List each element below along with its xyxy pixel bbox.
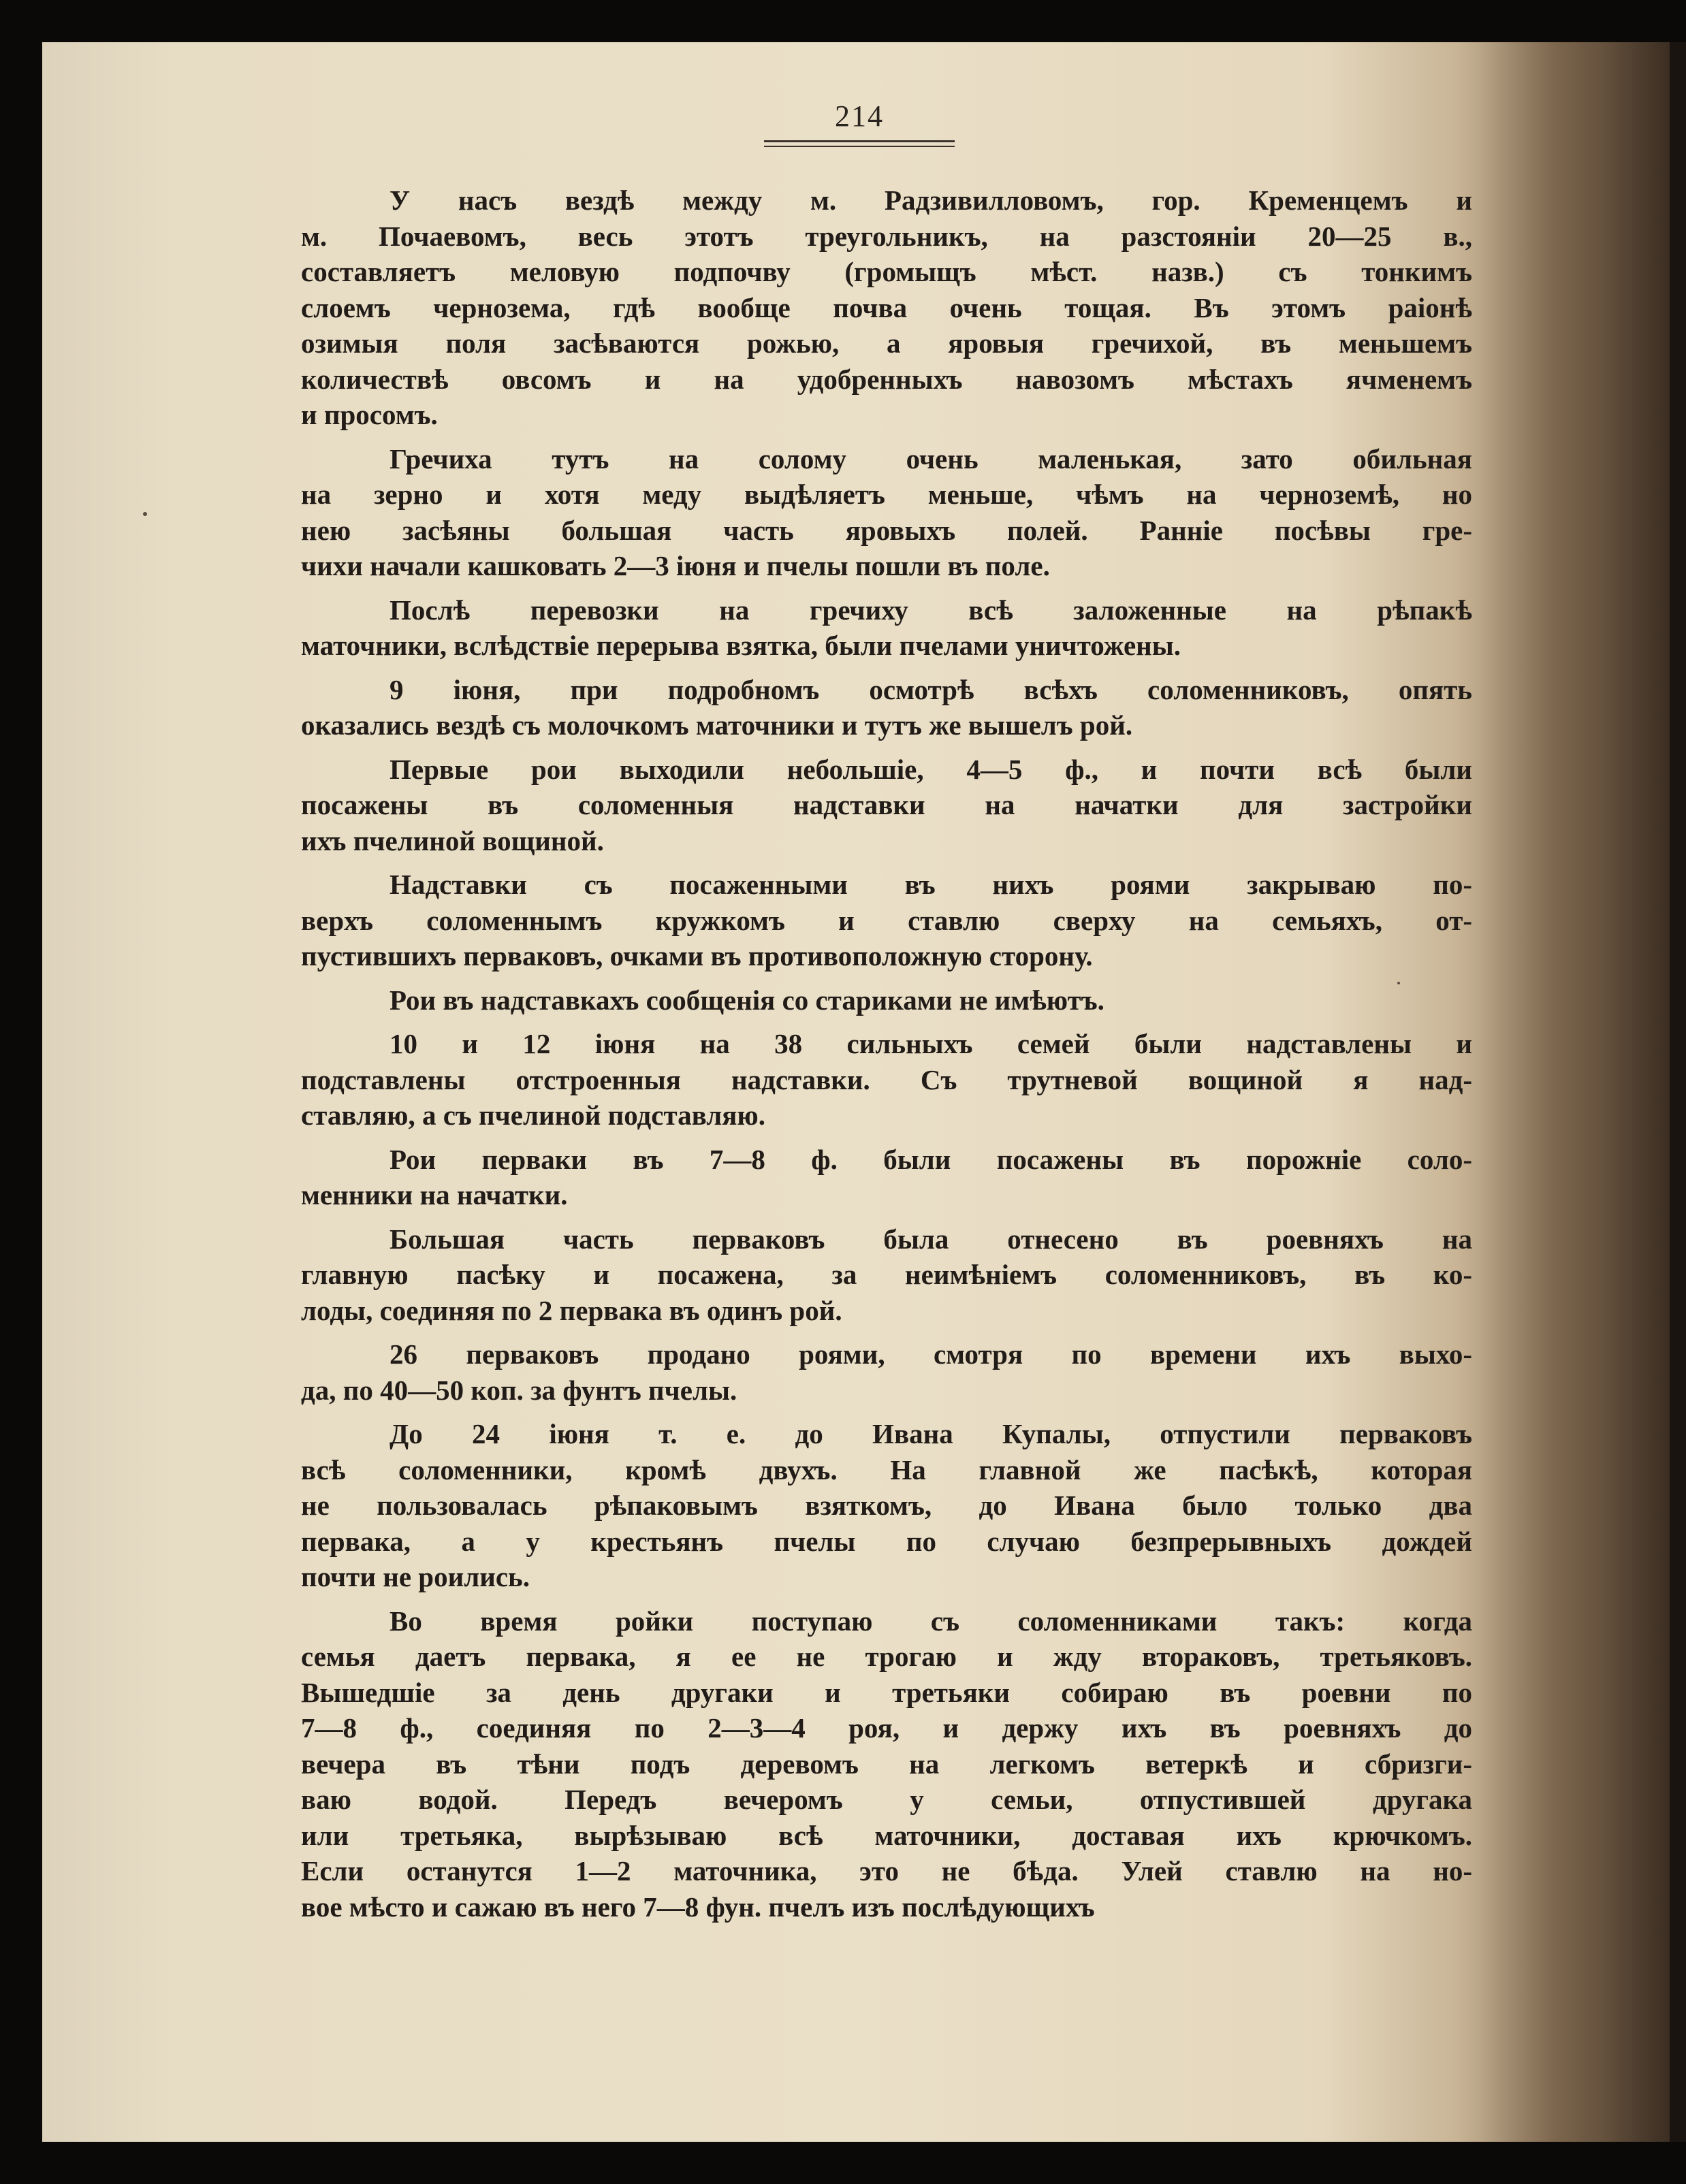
paragraph: [301, 1221, 1472, 1329]
text-line: 10 и 12 іюня на 38 сильныхъ семей были надставлены и: [389, 1028, 1472, 1059]
text-line: Послѣ перевозки на гречиху всѣ заложенные на рѣпакѣ: [389, 594, 1472, 626]
text-line: вое мѣсто и сажаю въ него 7—8 фун. пчелъ изъ послѣдующихъ: [301, 1891, 1095, 1923]
text-line: главную пасѣку и посажена, за неимѣніемъ соломенниковъ, въ ко-: [301, 1259, 1472, 1290]
text-line: подставлены отстроенныя надставки. Съ трутневой вощиной я над-: [301, 1063, 1472, 1095]
text-line: первака, а у крестьянъ пчелы по случаю безпрерывныхъ дождей: [301, 1525, 1472, 1557]
text-line: Рои въ надставкахъ сообщенія со стариками не имѣютъ.: [389, 984, 1104, 1016]
text-line: Большая часть перваковъ была отнесено въ роевняхъ на: [389, 1223, 1472, 1255]
text-line: да, по 40—50 коп. за фунтъ пчелы.: [301, 1374, 737, 1406]
text-line: Вышедшіе за день другаки и третьяки собираю въ роевни по: [301, 1676, 1472, 1708]
paragraph: [301, 1336, 1472, 1408]
paragraph: [301, 752, 1472, 859]
paragraph: [301, 1603, 1472, 1925]
text-line: Если останутся 1—2 маточника, это не бѣда. Улей ставлю на но-: [301, 1855, 1472, 1886]
text-line: или третьяка, вырѣзываю всѣ маточники, доставая ихъ крючкомъ.: [301, 1819, 1472, 1851]
text-line: Надставки съ посаженными въ нихъ роями закрываю по-: [389, 869, 1472, 900]
text-line: семья даетъ первака, я ее не трогаю и жду втораковъ, третьяковъ.: [301, 1641, 1472, 1672]
text-line: До 24 іюня т. е. до Ивана Купалы, отпустили перваковъ: [389, 1418, 1472, 1449]
page-header: [764, 97, 955, 147]
text-line: Первые рои выходили небольшіе, 4—5 ф., и почти всѣ были: [389, 753, 1472, 785]
text-line: почти не роились.: [301, 1561, 530, 1592]
text-line: всѣ соломенники, кромѣ двухъ. На главной же пасѣкѣ, которая: [301, 1454, 1472, 1486]
text-line: ставляю, а съ пчелиной подставляю.: [301, 1099, 766, 1131]
paragraph: [301, 982, 1472, 1018]
page-number: 214: [835, 99, 884, 133]
text-line: нею засѣяны большая часть яровыхъ полей. Ранніе посѣвы гре-: [301, 514, 1472, 546]
text-line: количествѣ овсомъ и на удобренныхъ навозомъ мѣстахъ ячменемъ: [301, 363, 1472, 395]
text-line: 26 перваковъ продано роями, смотря по времени ихъ выхо-: [389, 1338, 1472, 1370]
paragraph: [301, 592, 1472, 664]
text-line: Во время ройки поступаю съ соломенниками такъ: когда: [389, 1605, 1472, 1637]
paragraph: [301, 1142, 1472, 1213]
text-line: Гречиха тутъ на солому очень маленькая, зато обильная: [389, 443, 1472, 475]
text-line: на зерно и хотя меду выдѣляетъ меньше, чѣмъ на черноземѣ, но: [301, 479, 1472, 510]
text-line: не пользовалась рѣпаковымъ взяткомъ, до Ивана было только два: [301, 1490, 1472, 1521]
text-line: 7—8 ф., соединяя по 2—3—4 роя, и держу ихъ въ роевняхъ до: [301, 1712, 1472, 1744]
paragraph: [301, 672, 1472, 743]
paragraph: [301, 1416, 1472, 1595]
text-line: маточники, вслѣдствіе перерыва взятка, были пчелами уничтожены.: [301, 630, 1181, 661]
book-page: [42, 42, 1686, 2142]
text-line: 9 іюня, при подробномъ осмотрѣ всѣхъ соломенниковъ, опять: [389, 673, 1472, 705]
text-line: м. Почаевомъ, весь этотъ треугольникъ, на разстояніи 20—25 в.,: [301, 220, 1472, 252]
paragraph: [301, 867, 1472, 974]
paragraph: [301, 1026, 1472, 1134]
text-line: озимыя поля засѣваются рожью, а яровыя гречихой, въ меньшемъ: [301, 327, 1472, 359]
header-rule-secondary: [764, 146, 955, 147]
text-line: Рои перваки въ 7—8 ф. были посажены въ порожніе соло-: [389, 1143, 1472, 1175]
text-line: пустившихъ перваковъ, очками въ противоположную сторону.: [301, 940, 1093, 971]
text-line: менники на начатки.: [301, 1179, 568, 1210]
text-line: составляетъ меловую подпочву (громыщъ мѣст. назв.) съ тонкимъ: [301, 256, 1472, 287]
text-line: ихъ пчелиной вощиной.: [301, 824, 604, 856]
paragraph: [301, 182, 1472, 433]
text-line: ваю водой. Передъ вечеромъ у семьи, отпустившей другака: [301, 1784, 1472, 1815]
text-line: У насъ вездѣ между м. Радзивилловомъ, гор. Кременцемъ и: [389, 184, 1472, 216]
speck: [143, 512, 147, 516]
header-rule: [764, 140, 955, 142]
text-line: оказались вездѣ съ молочкомъ маточники и тутъ же вышелъ рой.: [301, 709, 1133, 741]
paragraph: [301, 441, 1472, 584]
gutter-shadow: [1482, 42, 1686, 2142]
text-line: и просомъ.: [301, 399, 438, 430]
text-line: чихи начали кашковать 2—3 іюня и пчелы пошли въ поле.: [301, 550, 1050, 581]
text-line: лоды, соединяя по 2 первака въ одинъ рой.: [301, 1294, 842, 1326]
text-line: слоемъ чернозема, гдѣ вообще почва очень тощая. Въ этомъ раіонѣ: [301, 291, 1472, 323]
text-line: вечера въ тѣни подъ деревомъ на легкомъ ветеркѣ и сбризги-: [301, 1748, 1472, 1780]
text-line: верхъ соломеннымъ кружкомъ и ставлю сверху на семьяхъ, от-: [301, 904, 1472, 936]
body-text: [301, 182, 1472, 1933]
page-edge: [1670, 42, 1686, 2142]
text-line: посажены въ соломенныя надставки на начатки для застройки: [301, 789, 1472, 820]
